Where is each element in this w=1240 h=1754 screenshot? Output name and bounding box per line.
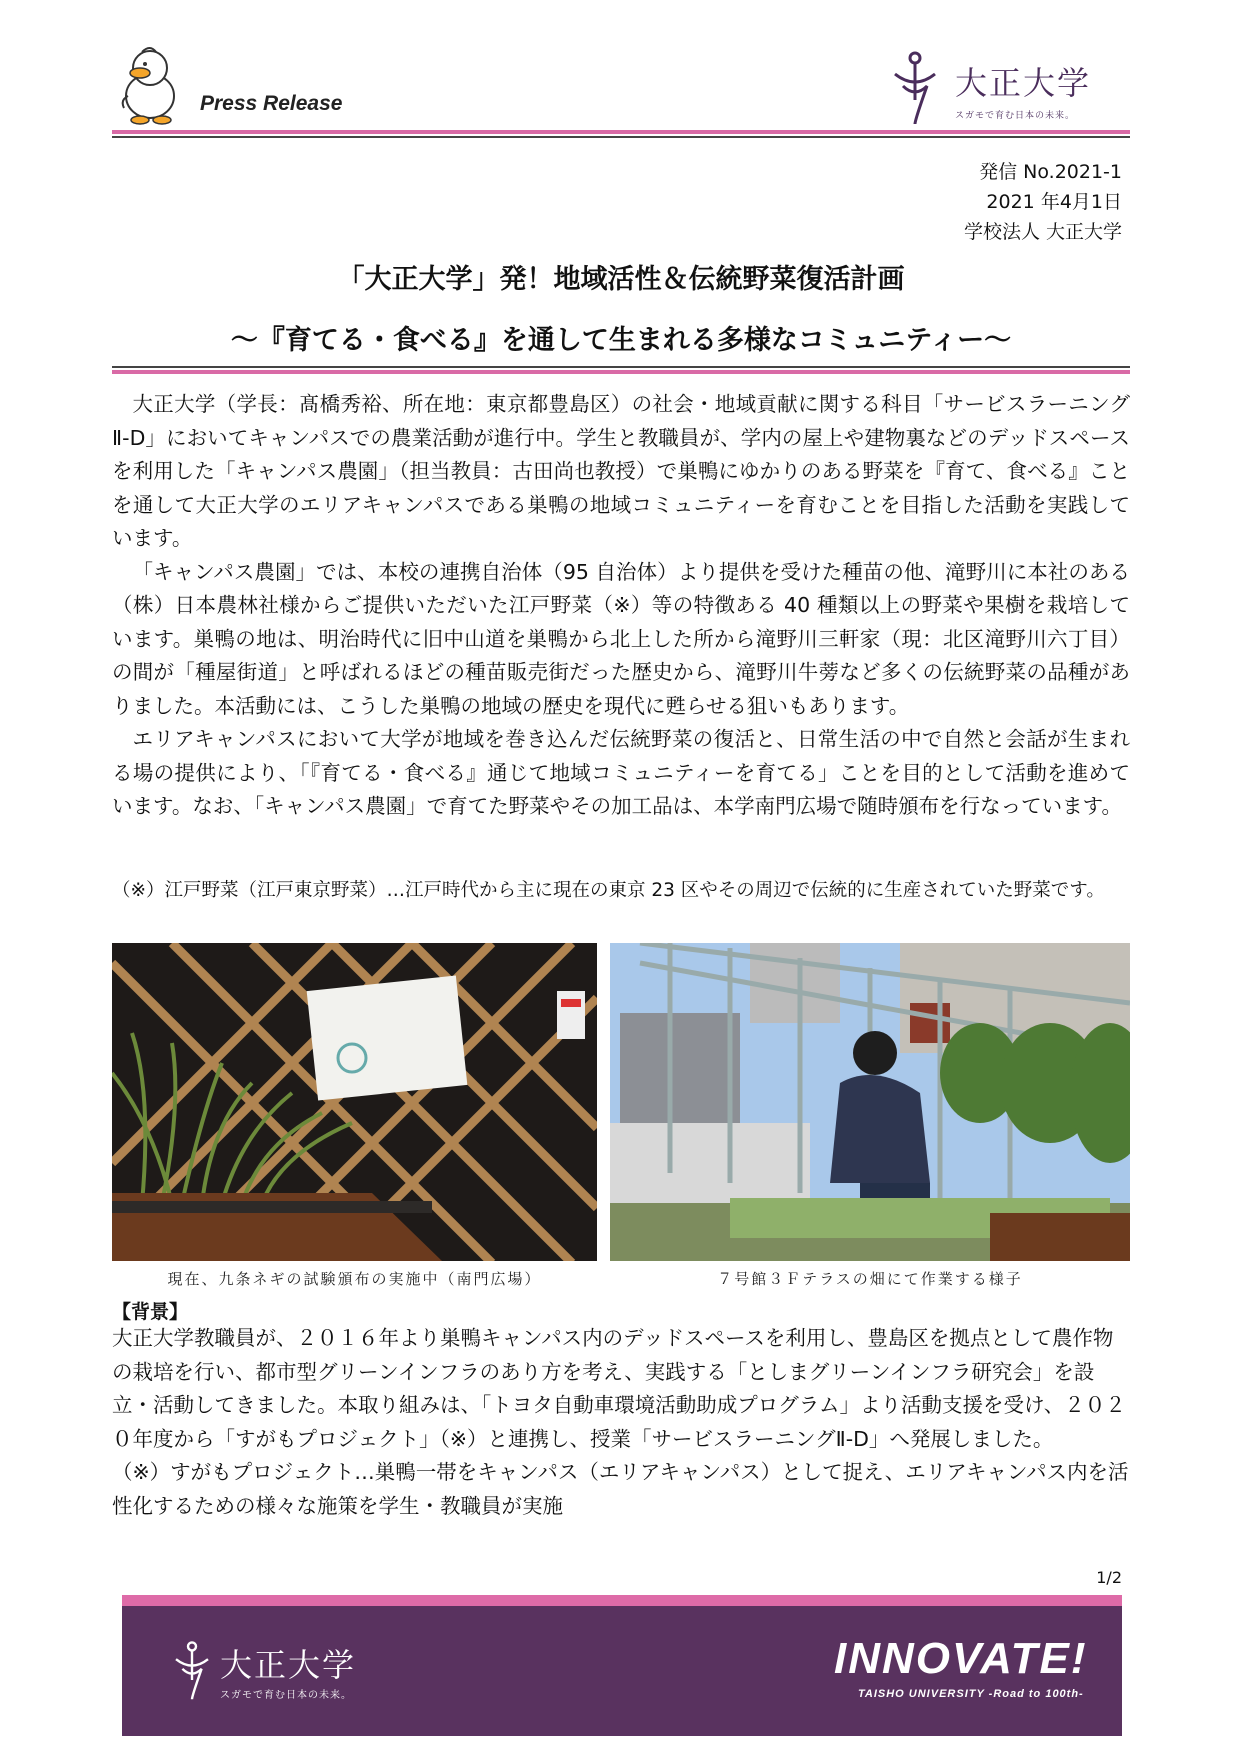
press-release-label: Press Release	[200, 92, 343, 115]
background-heading: 【背景】	[112, 1301, 189, 1323]
footer-pink-stripe	[122, 1595, 1122, 1606]
innovate-wordmark: INNOVATE!	[834, 1634, 1088, 1683]
body-paragraph-2: 「キャンパス農園」では、本校の連携自治体（95 自治体）より提供を受けた種苗の他、滝野川に本社のある（株）日本農林社様からご提供いただいた江戸野菜（※）等の特徴ある 40 種類以上の野菜や果樹を栽培しています。巣鴨の地は、明治時代に旧中山道を巣鴨から北上した所から滝野川三軒家（現：北区滝野川六丁目）の間が「種屋街道」と呼ばれるほどの種苗販売街だった歴史から、滝野川牛蒡など多くの伝統野菜の品種がありました。本活動には、こうした巣鴨の地域の歴史を現代に甦らせる狙いもあります。	[112, 559, 1130, 718]
background-body	[112, 1322, 1130, 1523]
title-rule-pink	[112, 370, 1130, 374]
university-emblem-icon	[885, 50, 945, 130]
issue-date: 2021 年4月1日	[986, 191, 1122, 213]
caption-right: ７号館３Ｆテラスの畑にて作業する様子	[717, 1270, 1023, 1288]
issue-number: 発信 No.2021-1	[979, 161, 1122, 183]
caption-left: 現在、九条ネギの試験頒布の実施中（南門広場）	[167, 1270, 542, 1288]
page-number: 1/2	[1096, 1568, 1122, 1587]
issue-block	[964, 157, 1122, 247]
title-line-2: ～『育てる・食べる』を通して生まれる多様なコミュニティー～	[230, 325, 1012, 356]
header-rule-pink	[112, 130, 1130, 134]
footer-emblem-icon	[168, 1632, 216, 1712]
title-line-1: 「大正大学」発！地域活性＆伝統野菜復活計画	[337, 264, 905, 295]
header-rule-dark	[112, 136, 1130, 138]
logo-tagline: スガモで育む日本の未来。	[955, 111, 1076, 121]
footer-logo-tagline: スガモで育む日本の未来。	[220, 1690, 352, 1701]
background-text: 大正大学教職員が、２０１６年より巣鴨キャンパス内のデッドスペースを利用し、豊島区を拠点として農作物の栽培を行い、都市型グリーンインフラのあり方を考え、実践する「としまグリーンインフラ研究会」を設立・活動してきました。本取り組みは、「トヨタ自動車環境活動助成プログラム」より活動支援を受け、２０２０年度から「すがもプロジェクト」（※）と連携し、授業「サービスラーニングⅡ-D」へ発展しました。	[112, 1326, 1126, 1451]
body-paragraph-3: エリアキャンパスにおいて大学が地域を巻き込んだ伝統野菜の復活と、日常生活の中で自然と会話が生まれる場の提供により、「『育てる・食べる』通じて地域コミュニティーを育てる」ことを目的として活動を進めています。なお、「キャンパス農園」で育てた野菜やその加工品は、本学南門広場で随時頒布を行なっています。	[112, 727, 1130, 818]
issuer: 学校法人 大正大学	[963, 221, 1122, 243]
body-paragraph-1: 大正大学（学長：髙橋秀裕、所在地：東京都豊島区）の社会・地域貢献に関する科目「サービスラーニングⅡ-D」においてキャンパスでの農業活動が進行中。学生と教職員が、学内の屋上や建物裏などのデッドスペースを利用した「キャンパス農園」（担当教員：古田尚也教授）で巣鴨にゆかりのある野菜を『育て、食べる』ことを通して大正大学のエリアキャンパスである巣鴨の地域コミュニティーを育むことを目指した活動を実践しています。	[112, 392, 1130, 550]
edo-vegetable-note: （※）江戸野菜（江戸東京野菜）…江戸時代から主に現在の東京 23 区やその周辺で伝統的に生産されていた野菜です。	[112, 880, 1105, 901]
logo-name: 大正大学	[955, 64, 1092, 102]
background-note: （※）すがもプロジェクト…巣鴨一帯をキャンパス（エリアキャンパス）として捉え、エリアキャンパス内を活性化するための様々な施策を学生・教職員が実施	[112, 1460, 1129, 1518]
innovate-subline: TAISHO UNIVERSITY -Road to 100th-	[858, 1688, 1084, 1700]
title-rule-dark	[112, 366, 1130, 368]
negi-planter-image	[112, 943, 597, 1261]
photo-negi-distribution	[112, 943, 597, 1261]
terrace-farm-image	[610, 943, 1130, 1261]
photo-terrace-farm	[610, 943, 1130, 1261]
footer-logo-name: 大正大学	[220, 1646, 357, 1684]
body-text	[112, 388, 1130, 824]
footer-logo	[168, 1628, 428, 1714]
university-logo	[885, 50, 1125, 130]
duck-mascot-icon	[112, 44, 188, 126]
